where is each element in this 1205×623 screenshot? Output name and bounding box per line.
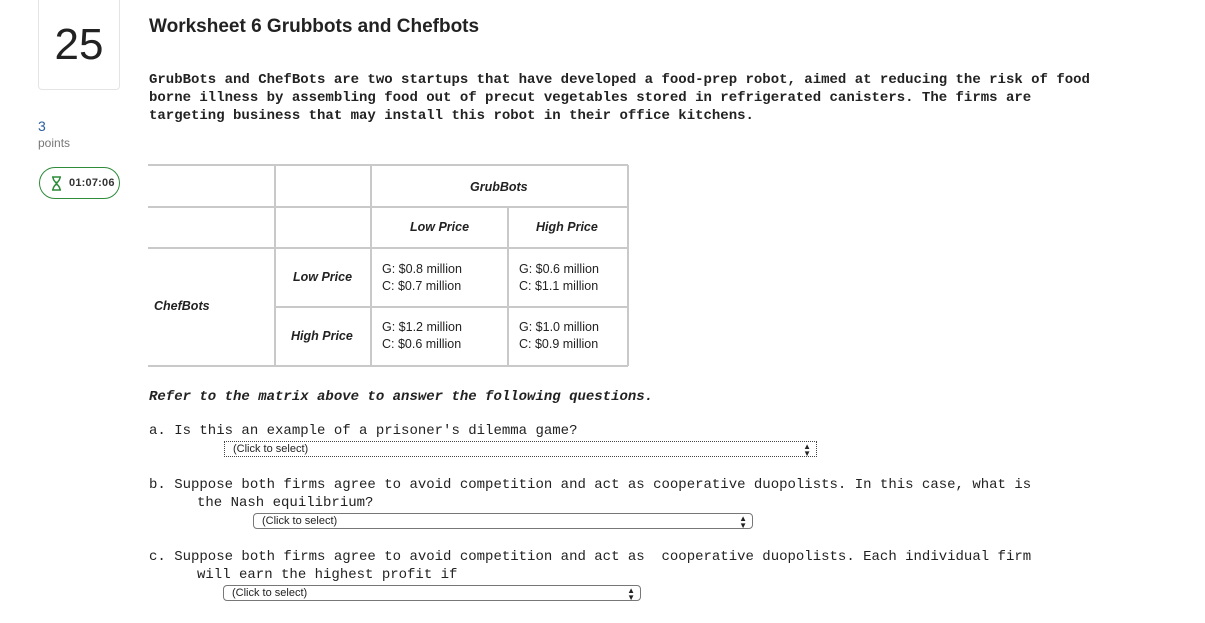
points-label: points <box>38 136 71 150</box>
payoff-matrix <box>148 164 629 368</box>
dropdown-arrows-icon: ▲ ▼ <box>803 442 811 458</box>
dropdown-value: (Click to select) <box>233 443 309 455</box>
question-a-dropdown[interactable] <box>224 441 817 457</box>
hourglass-icon <box>51 176 62 191</box>
payoff-cell: G: $0.6 million C: $1.1 million <box>519 262 599 293</box>
question-b-dropdown[interactable] <box>253 513 753 529</box>
question-number: 25 <box>38 0 120 90</box>
timer-badge[interactable] <box>39 167 120 199</box>
row-strategy-high: High Price <box>291 329 353 343</box>
payoff-cell: G: $0.8 million C: $0.7 million <box>382 262 462 293</box>
col-player-label: GrubBots <box>470 180 528 194</box>
timer-text: 01:07:06 <box>69 177 115 189</box>
dropdown-value: (Click to select) <box>262 515 338 527</box>
dropdown-arrows-icon: ▲ ▼ <box>627 586 635 602</box>
row-strategy-low: Low Price <box>293 270 353 284</box>
payoff-cell: G: $1.0 million C: $0.9 million <box>519 320 599 351</box>
col-strategy-low: Low Price <box>410 220 470 234</box>
dropdown-arrows-icon: ▲ ▼ <box>739 514 747 530</box>
points-value: 3 <box>38 118 46 134</box>
refer-instruction: Refer to the matrix above to answer the following questions. <box>149 389 654 405</box>
col-strategy-high: High Price <box>536 220 598 234</box>
question-a-text: a. Is this an example of a prisoner's dilemma game? <box>149 423 578 439</box>
payoff-cell: G: $1.2 million C: $0.6 million <box>382 320 462 351</box>
question-c-text: c. Suppose both firms agree to avoid competition and act as cooperative duopolists. Each individual firm will earn the highest profit if <box>149 549 1032 583</box>
dropdown-value: (Click to select) <box>232 587 308 599</box>
intro-paragraph: GrubBots and ChefBots are two startups that have developed a food-prep robot, aimed at reducing the risk of food borne illness by assembling food out of precut vegetables stored in refrigerated canisters. The firms are targeting business that may install this robot in their office kitchens. <box>149 72 1090 124</box>
row-player-label: ChefBots <box>154 299 210 313</box>
question-b-text: b. Suppose both firms agree to avoid competition and act as cooperative duopolists. In this case, what is the Nash equilibrium? <box>149 477 1032 511</box>
question-c-dropdown[interactable] <box>223 585 641 601</box>
page-title: Worksheet 6 Grubbots and Chefbots <box>149 16 480 37</box>
